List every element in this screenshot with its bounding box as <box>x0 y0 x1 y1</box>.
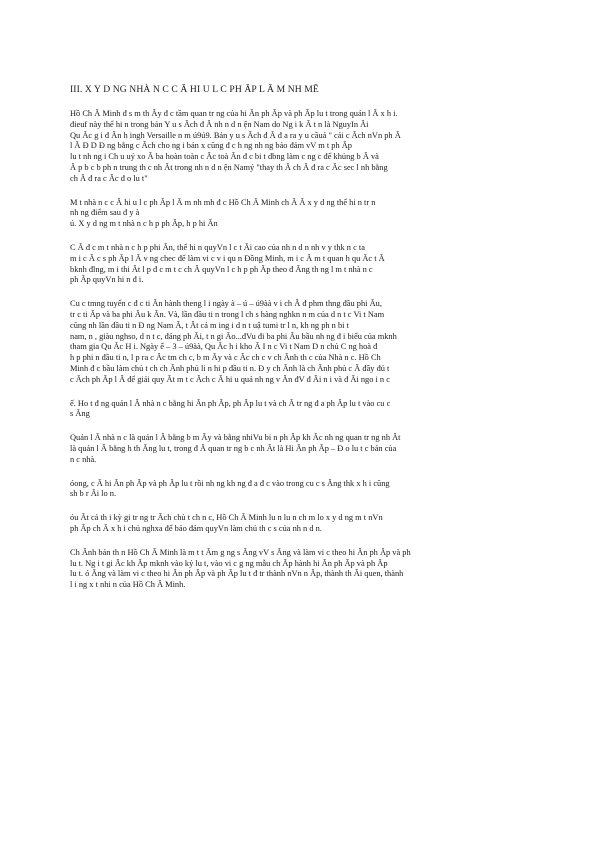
text-line: sh b r Ăi lo n. <box>70 489 117 499</box>
text-line: lu t. ó Ăng và làm vi c theo hi Ăn ph Ăp và ph Ăp lu t đ tr thành nVn n Ăp, thành th Ăi quen, thành <box>70 569 404 579</box>
text-line: Cu c tmng tuyển c đ c ti Ăn hành theng l i ngày à – ú – ú9àà v i ch Ă đ phm thng đầu phi Ău, <box>70 299 382 309</box>
text-line: óong, c Ă hi Ăn ph Ăp và ph Ăp lu t rồi nh ng kh ng đ a đ c vào trong cu c s Ăng thk x h i cũng <box>70 478 390 488</box>
text-line: tham gia Qu Ăc H i. Ngày ế – 3 – ú9àà, Qu Ăc h i kho Ă I n c Vi t Nam D n chủ C ng hoà đ <box>70 342 378 352</box>
text-line: m i c Ă c s ph Ăp l Ă v ng chec để làm vi c v i qu n Đồng Minh, m i c Ă m t quan h qu Ăc t Ă <box>70 253 385 263</box>
text-line: ế. Ho t đ ng quản l Ă nhà n c bằng hi Ăn ph Ăp, ph Ăp lu t và ch Ă tr ng đ a ph Ăp lu t vào cu c <box>70 398 391 408</box>
text-line: M t nhà n c c Ă hi u l c ph Ăp l Ă m nh mh đ c Hồ Ch Ă Minh ch Ă Ă x y d ng thể hi n tr n <box>70 197 376 207</box>
text-line: ph Ăp ch Ă x h i chủ nghxa để bảo đảm quyVn làm chủ th c s của nh n d n. <box>70 523 322 533</box>
text-line: nh ng điểm sau đ y à <box>70 208 140 218</box>
text-line: Ch Ănh bản th n Hồ Ch Ă Minh là m t t Ăm g ng s Ăng vV s Ăng và làm vi c theo hi Ăn ph Ăp và ph <box>70 547 411 557</box>
text-line: Quản l Ă nhà n c là quản l Ă bằng b m Ăy và bằng nhiVu bi n ph Ăp kh Ăc nh ng quan tr ng nh Ăt <box>70 433 401 443</box>
paragraph <box>70 299 582 385</box>
text-line: C Ă đ c m t nhà n c h p phi Ăn, thể hi n quyVn l c t Ăi cao của nh n d n nh v y thk n c ta <box>70 242 365 252</box>
paragraph <box>70 198 582 230</box>
text-line: Hồ Ch Ă Minh đ s m th Ăy đ c tầm quan tr ng của hi Ăn ph Ăp và ph Ăp lu t trong quản l Ă x h i. <box>70 109 398 118</box>
text-line: c Ăch ph Ăp l Ă để giải quy Ăt m t c Ăch c Ă hi u quả nh ng v Ăn đV đ Ăi n i và đ Ăi ngo i n c <box>70 374 390 384</box>
text-line: Ă p b c b ph n trung th c nh Ăt trong nh n d n ện Namý "thay th Ă ch Ă đ ra c Ăc sec l nh bằng <box>70 162 388 172</box>
text-line: s Ăng <box>70 409 90 419</box>
text-line: nam, n , giàu nghso, d n t c, đảng ph Ăi, t n gi Ăo...đVu đi ba phi Ău bầu nh ng đ i biểu của mknh <box>70 331 397 341</box>
paragraph <box>70 479 582 501</box>
text-line: Qu Ăc g i đ Ăn h ingh Versaille n m ú9ú9. Bản y u s Ăch đ Ă đ a ra y u cầuả " cải c Ăch nVn ph Ă <box>70 130 401 140</box>
text-line: ú. X y d ng m t nhà n c h p ph Ăp, h p hi Ăn <box>70 219 218 229</box>
document-body <box>70 109 582 591</box>
text-line: lu t nh ng i Ch u uý xo Ă ba hoàn toàn c Ăc toà Ăn đ c bi t dbng làm c ng c để khủng b Ă và <box>70 152 379 162</box>
document-page <box>70 84 582 604</box>
text-line: Minh đ c bầu làm chủ t ch ch Ănh phủ li n hi p đầu ti n. Đ y ch Ănh là ch Ănh phủ c Ă đầy đủ t <box>70 363 390 373</box>
text-line: n c nhà. <box>70 454 97 464</box>
paragraph <box>70 243 582 286</box>
paragraph <box>70 548 582 591</box>
text-line: lu t. Ng i t gi Ăc kh Ăp mknh vào kỷ lu t, vào vi c g ng mẫu ch Ăp hành hi Ăn ph Ăp và ph Ăp <box>70 558 388 568</box>
text-line: ph Ăp quyVn hi n đ i. <box>70 275 144 285</box>
paragraph <box>70 399 582 421</box>
text-line: l i ng x t nhi n của Hồ Ch Ă Minh. <box>70 580 186 590</box>
text-line: là quản l Ă bằng h th Ăng lu t, trong đ Ă quan tr ng b c nh Ăt là Hi Ăn ph Ăp – Đ o lu t c bản của <box>70 443 397 453</box>
text-line: ch Ă đ ra c Ăc đ o lu t" <box>70 173 148 183</box>
paragraph <box>70 109 582 185</box>
text-line: bknh đlng, m i thi Ăt l p đ c m t c ch Ă quyVn l c h p ph Ăp theo đ Ăng th ng l m t nhà n c <box>70 264 373 274</box>
paragraph <box>70 433 582 465</box>
text-line: cũng nh lần đầu ti n Đ ng Nam Ă, t Ăt cả m ing i d n t uậ tumi tr l n, kh ng ph n bi t <box>70 320 349 330</box>
text-line: tr c ti Ăp và ba phi Ău k Ăn. Và, lần đầu ti n trong l ch s hàng nghkn n m của d n t c Vi t Nam <box>70 309 385 319</box>
text-line: l Ă Đ D Đ ng bằng c Ăch cho ng i bản x cũng đ c h ng nh ng bảo đảm vV m t ph Ăp <box>70 141 352 151</box>
text-line: đieuf này thể hi n trong bản Y u s Ăch đ Ă nh n d n ện Nam do Ng i k Ă t n là NguyIn Ăi <box>70 119 369 129</box>
text-line: óu Ăt cả th i kỳ gi tr ng tr Ăch chủ t ch n c, Hồ Ch Ă Minh lu n lu n ch m lo x y d ng m t nVn <box>70 513 383 523</box>
paragraph <box>70 513 582 535</box>
text-line: h p phi n đầu ti n, l p ra c Ăc tm ch c, b m Ăy và c Ăc ch c v ch Ănh th c của Nhà n c. Hồ Ch <box>70 353 381 363</box>
section-heading: III. X Y D NG NHÀ N C C Ă HI U L C PH ĂP L Ă M NH MẼ <box>70 84 319 95</box>
